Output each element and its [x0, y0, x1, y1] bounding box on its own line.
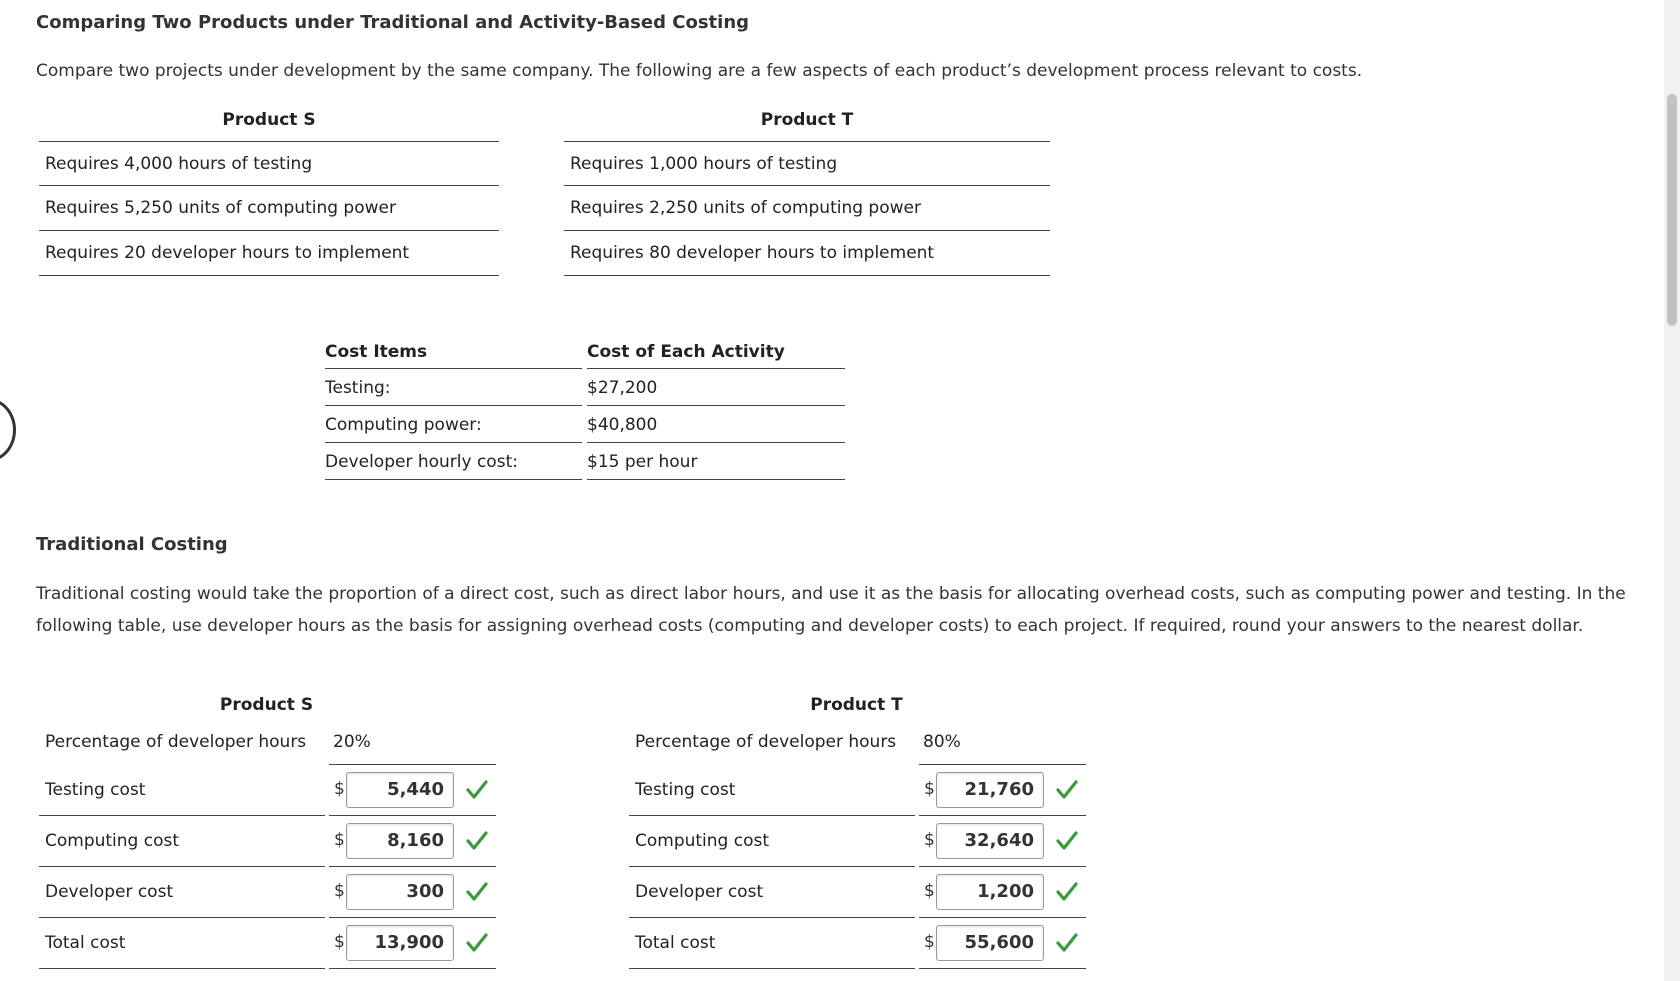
- product-s-costing-table: [39, 690, 499, 969]
- testing-cost-input[interactable]: 21,760: [936, 772, 1044, 808]
- developer-cost-input[interactable]: 300: [346, 874, 454, 910]
- cost-row-value-cell: [329, 765, 496, 816]
- product-t-req-row: Requires 2,250 units of computing power: [564, 186, 1050, 231]
- dollar-sign: $: [924, 830, 935, 850]
- dollar-sign: $: [334, 830, 345, 850]
- dollar-sign: $: [924, 932, 935, 952]
- cost-item-value: $40,800: [587, 406, 845, 443]
- cost-row-value-cell: [329, 867, 496, 918]
- cost-row: [39, 867, 499, 918]
- checkmark-icon: [466, 881, 488, 903]
- cost-items-table: [325, 335, 845, 480]
- product-s-req-row: Requires 20 developer hours to implement: [39, 231, 499, 276]
- intro-text: Compare two projects under development by the same company. The following are a few aspects of each product’s development process relevant to costs.: [36, 61, 1363, 81]
- cost-row-value-cell: [329, 918, 496, 969]
- cost-items-header: Cost Items: [325, 335, 582, 369]
- pct-label: Percentage of developer hours: [45, 732, 307, 752]
- dollar-sign: $: [924, 881, 935, 901]
- cost-row: [629, 816, 1089, 867]
- pct-value: 80%: [919, 720, 1086, 765]
- product-s-header: Product S: [222, 110, 316, 130]
- cost-item-label: Developer hourly cost:: [325, 443, 582, 480]
- cost-row-value-cell: [919, 918, 1086, 969]
- testing-cost-input[interactable]: 5,440: [346, 772, 454, 808]
- product-s-requirements: [39, 100, 499, 276]
- checkmark-icon: [1056, 830, 1078, 852]
- cost-row-label: Developer cost: [39, 867, 325, 918]
- checkmark-icon: [466, 779, 488, 801]
- computing-cost-input[interactable]: 8,160: [346, 823, 454, 859]
- cost-row: [39, 765, 499, 816]
- product-s-req-row: Requires 4,000 hours of testing: [39, 141, 499, 186]
- cost-item-row: [325, 406, 845, 443]
- dollar-sign: $: [334, 932, 345, 952]
- checkmark-icon: [1056, 881, 1078, 903]
- pct-row: [629, 720, 1089, 765]
- checkmark-icon: [1056, 932, 1078, 954]
- cost-row: [629, 765, 1089, 816]
- traditional-instructions: Traditional costing would take the proportion of a direct cost, such as direct labor hours, and use it as the basis for allocating overhead costs, such as computing power and testing. In the following table, use developer hours as the basis for assigning overhead costs (computing and developer costs) to each project. If required, round your answers to the nearest dollar.: [36, 584, 1626, 636]
- cost-row-label: Testing cost: [629, 765, 915, 816]
- cost-item-row: [325, 443, 845, 480]
- product-t-req-row: Requires 1,000 hours of testing: [564, 141, 1050, 186]
- cost-row: [39, 816, 499, 867]
- cost-row-label: Testing cost: [39, 765, 325, 816]
- cost-row-label: Computing cost: [39, 816, 325, 867]
- cost-row-value-cell: [329, 816, 496, 867]
- total-cost-input[interactable]: 13,900: [346, 925, 454, 961]
- cost-item-value: $15 per hour: [587, 443, 845, 480]
- dollar-sign: $: [334, 881, 345, 901]
- checkmark-icon: [466, 932, 488, 954]
- computing-cost-input[interactable]: 32,640: [936, 823, 1044, 859]
- total-cost-input[interactable]: 55,600: [936, 925, 1044, 961]
- product-t-requirements: [564, 100, 1050, 276]
- page-title: Comparing Two Products under Traditional and Activity-Based Costing: [36, 12, 750, 33]
- checkmark-icon: [1056, 779, 1078, 801]
- cost-row-label: Total cost: [629, 918, 915, 969]
- cost-row-value-cell: [919, 816, 1086, 867]
- product-s-req-row: Requires 5,250 units of computing power: [39, 186, 499, 231]
- cost-row-label: Developer cost: [629, 867, 915, 918]
- cost-row: [629, 918, 1089, 969]
- cost-row: [629, 867, 1089, 918]
- checkmark-icon: [466, 830, 488, 852]
- cost-activity-header: Cost of Each Activity: [587, 335, 845, 369]
- cost-row-value-cell: [919, 867, 1086, 918]
- scrollbar-thumb[interactable]: [1667, 94, 1677, 326]
- product-t-header: Product T: [760, 110, 854, 130]
- dollar-sign: $: [924, 779, 935, 799]
- cost-row-label: Computing cost: [629, 816, 915, 867]
- pct-label: Percentage of developer hours: [635, 732, 897, 752]
- cost-row-value-cell: [919, 765, 1086, 816]
- side-panel-toggle[interactable]: [0, 398, 16, 462]
- cost-item-label: Computing power:: [325, 406, 582, 443]
- product-t-req-row: Requires 80 developer hours to implement: [564, 231, 1050, 276]
- cost-item-label: Testing:: [325, 369, 582, 406]
- cost-item-row: [325, 369, 845, 406]
- developer-cost-input[interactable]: 1,200: [936, 874, 1044, 910]
- dollar-sign: $: [334, 779, 345, 799]
- product-s-costing-header: Product S: [219, 695, 314, 715]
- cost-row-label: Total cost: [39, 918, 325, 969]
- product-t-costing-header: Product T: [810, 695, 903, 715]
- pct-row: [39, 720, 499, 765]
- product-t-costing-table: [629, 690, 1089, 969]
- cost-item-value: $27,200: [587, 369, 845, 406]
- section-title-traditional: Traditional Costing: [36, 534, 228, 555]
- cost-row: [39, 918, 499, 969]
- pct-value: 20%: [329, 720, 496, 765]
